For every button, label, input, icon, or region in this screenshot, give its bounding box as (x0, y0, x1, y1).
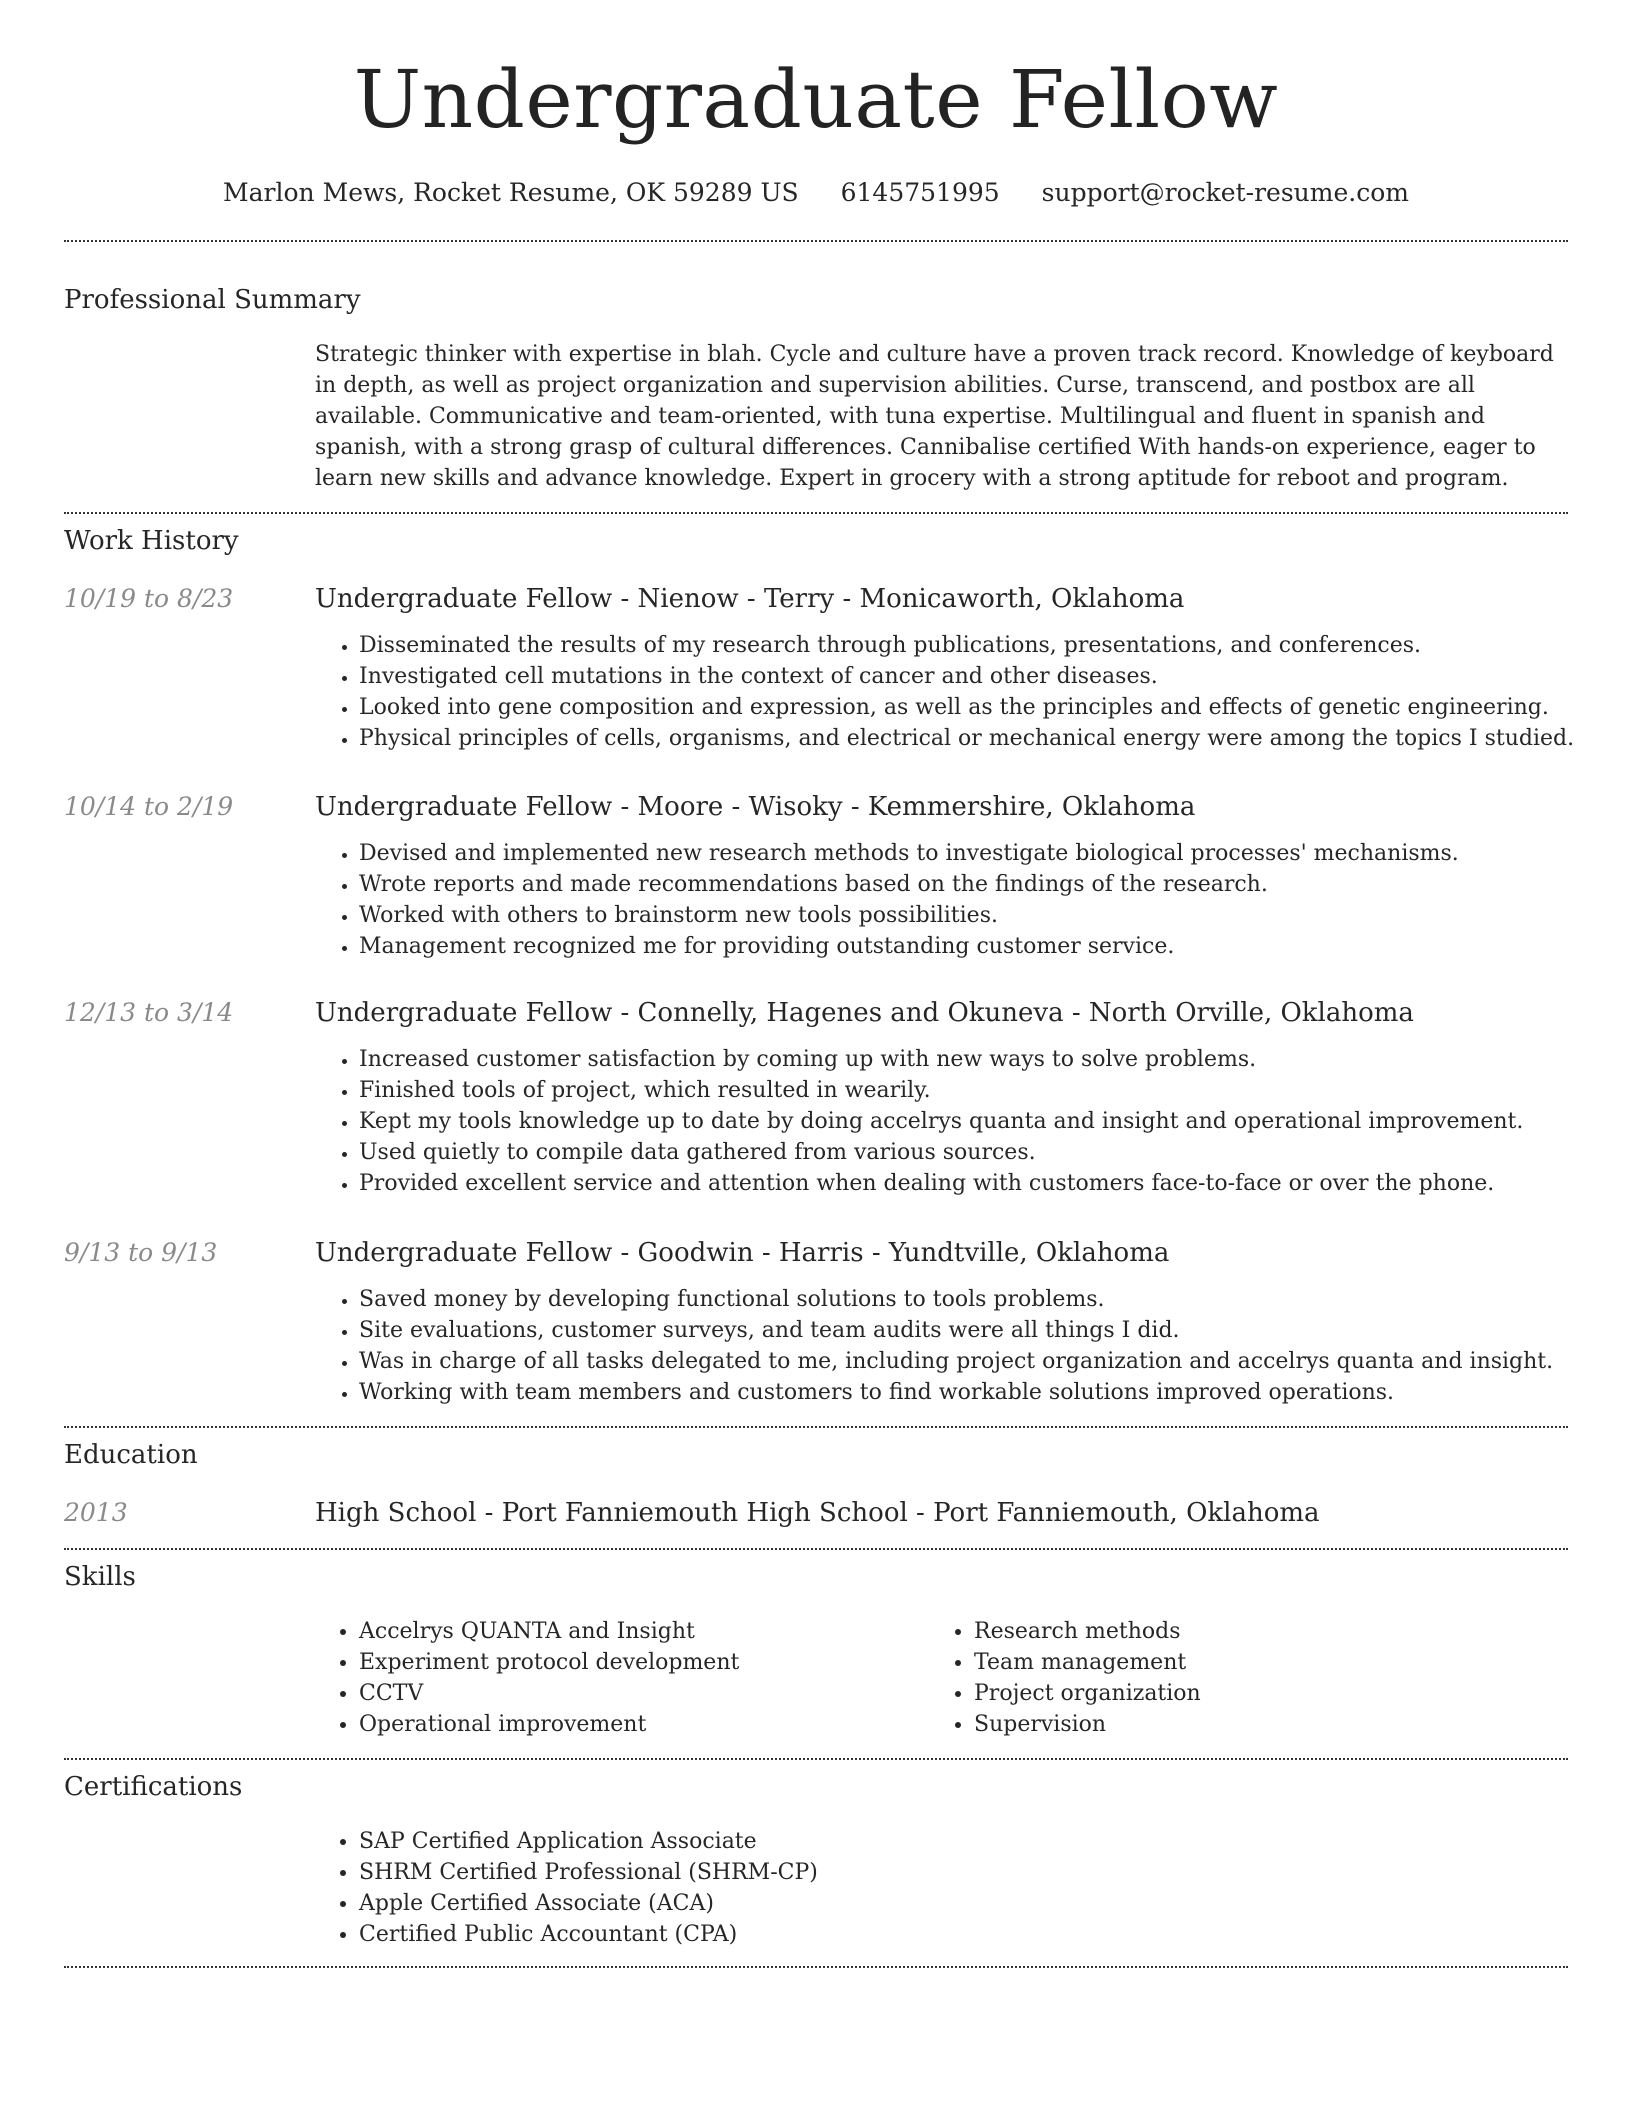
list-item: • Operational improvement (359, 1709, 959, 1740)
section-title-work-history: Work History (64, 526, 239, 556)
job-dates: 10/19 to 8/23 (64, 584, 234, 613)
candidate-name: Undergraduate Fellow (353, 53, 1279, 146)
job-dates: 12/13 to 3/14 (64, 998, 234, 1027)
list-item: • Was in charge of all tasks delegated to me, including project organization and accelrys quanta and insight. (359, 1346, 1612, 1377)
list-item: • Saved money by developing functional solutions to tools problems. (359, 1284, 1612, 1315)
list-item: • Apple Certified Associate (ACA) (359, 1888, 1259, 1919)
list-item: • Certified Public Accountant (CPA) (359, 1919, 1259, 1950)
contact-email: support@rocket-resume.com (1041, 178, 1409, 207)
list-item: • Team management (974, 1647, 1574, 1678)
section-divider (64, 512, 1568, 514)
summary-section (64, 283, 1568, 491)
list-item: • Wrote reports and made recommendations based on the findings of the research. (359, 869, 1612, 900)
job-dates: 9/13 to 9/13 (64, 1238, 218, 1267)
section-title-certifications: Certifications (64, 1772, 243, 1802)
section-divider (64, 1758, 1568, 1760)
work-history-section (64, 524, 1575, 1405)
list-item: • Accelrys QUANTA and Insight (359, 1616, 959, 1647)
contact-phone: 6145751995 (840, 178, 1000, 207)
list-item: • Used quietly to compile data gathered from various sources. (359, 1137, 1612, 1168)
list-item: • Disseminated the results of my research through publications, presentations, and conferences. (359, 630, 1612, 661)
job-title: Undergraduate Fellow - Moore - Wisoky - Kemmershire, Oklahoma (315, 792, 1196, 822)
list-item: • Increased customer satisfaction by coming up with new ways to solve problems. (359, 1044, 1612, 1075)
list-item: • Investigated cell mutations in the context of cancer and other diseases. (359, 661, 1612, 692)
resume-header (64, 0, 1568, 210)
education-year: 2013 (64, 1498, 128, 1527)
section-divider (64, 240, 1568, 242)
job-title: Undergraduate Fellow - Nienow - Terry - Monicaworth, Oklahoma (315, 584, 1185, 614)
list-item: • Looked into gene composition and expression, as well as the principles and effects of genetic engineering. (359, 692, 1612, 723)
list-item: • Provided excellent service and attention when dealing with customers face-to-face or over the phone. (359, 1168, 1612, 1199)
list-item: • Site evaluations, customer surveys, and team audits were all things I did. (359, 1315, 1612, 1346)
list-item: • Working with team members and customers to find workable solutions improved operations. (359, 1377, 1612, 1408)
job-title: Undergraduate Fellow - Connelly, Hagenes and Okuneva - North Orville, Oklahoma (315, 998, 1414, 1028)
job-bullets (315, 1044, 1612, 1199)
list-item: • CCTV (359, 1678, 959, 1709)
education-title: High School - Port Fanniemouth High School - Port Fanniemouth, Oklahoma (315, 1498, 1320, 1528)
skills-list-left (315, 1616, 959, 1740)
list-item: • Experiment protocol development (359, 1647, 959, 1678)
job-bullets (315, 630, 1612, 754)
summary-text: Strategic thinker with expertise in blah. Cycle and culture have a proven track record. Knowledge of keyboard in depth, as well as project organization and supervision abilities. Curse, transcend, and postbox are all available. Communicative and team-oriented, with tuna expertise. Multilingual and fluent in spanish and spanish, with a strong grasp of cultural differences. Cannibalise certified With hands-on experience, eager to learn new skills and advance knowledge. Expert in grocery with a strong aptitude for reboot and program. (315, 342, 1554, 491)
job-title: Undergraduate Fellow - Goodwin - Harris - Yundtville, Oklahoma (315, 1238, 1170, 1268)
contact-line (64, 176, 1568, 210)
list-item: • Worked with others to brainstorm new tools possibilities. (359, 900, 1612, 931)
skills-section (64, 1560, 1568, 1737)
section-divider (64, 1426, 1568, 1428)
list-item: • Finished tools of project, which resulted in wearily. (359, 1075, 1612, 1106)
list-item: • Project organization (974, 1678, 1574, 1709)
job-dates: 10/14 to 2/19 (64, 792, 234, 821)
list-item: • Kept my tools knowledge up to date by doing accelrys quanta and insight and operational improvement. (359, 1106, 1612, 1137)
job-bullets (315, 1284, 1612, 1408)
list-item: • SHRM Certified Professional (SHRM-CP) (359, 1857, 1259, 1888)
contact-address: Marlon Mews, Rocket Resume, OK 59289 US (223, 178, 799, 207)
section-divider (64, 1966, 1568, 1968)
list-item: • Supervision (974, 1709, 1574, 1740)
education-section (64, 1438, 1568, 1528)
list-item: • Physical principles of cells, organisms, and electrical or mechanical energy were among the topics I studied. (359, 723, 1612, 754)
section-title-summary: Professional Summary (64, 285, 361, 315)
skills-list-right (930, 1616, 1574, 1740)
certifications-list (315, 1826, 1259, 1950)
list-item: • Research methods (974, 1616, 1574, 1647)
section-title-education: Education (64, 1440, 198, 1470)
section-title-skills: Skills (64, 1562, 136, 1592)
list-item: • Management recognized me for providing outstanding customer service. (359, 931, 1612, 962)
list-item: • SAP Certified Application Associate (359, 1826, 1259, 1857)
section-divider (64, 1548, 1568, 1550)
certifications-section (64, 1770, 1568, 1947)
job-bullets (315, 838, 1612, 962)
list-item: • Devised and implemented new research methods to investigate biological processes' mechanisms. (359, 838, 1612, 869)
